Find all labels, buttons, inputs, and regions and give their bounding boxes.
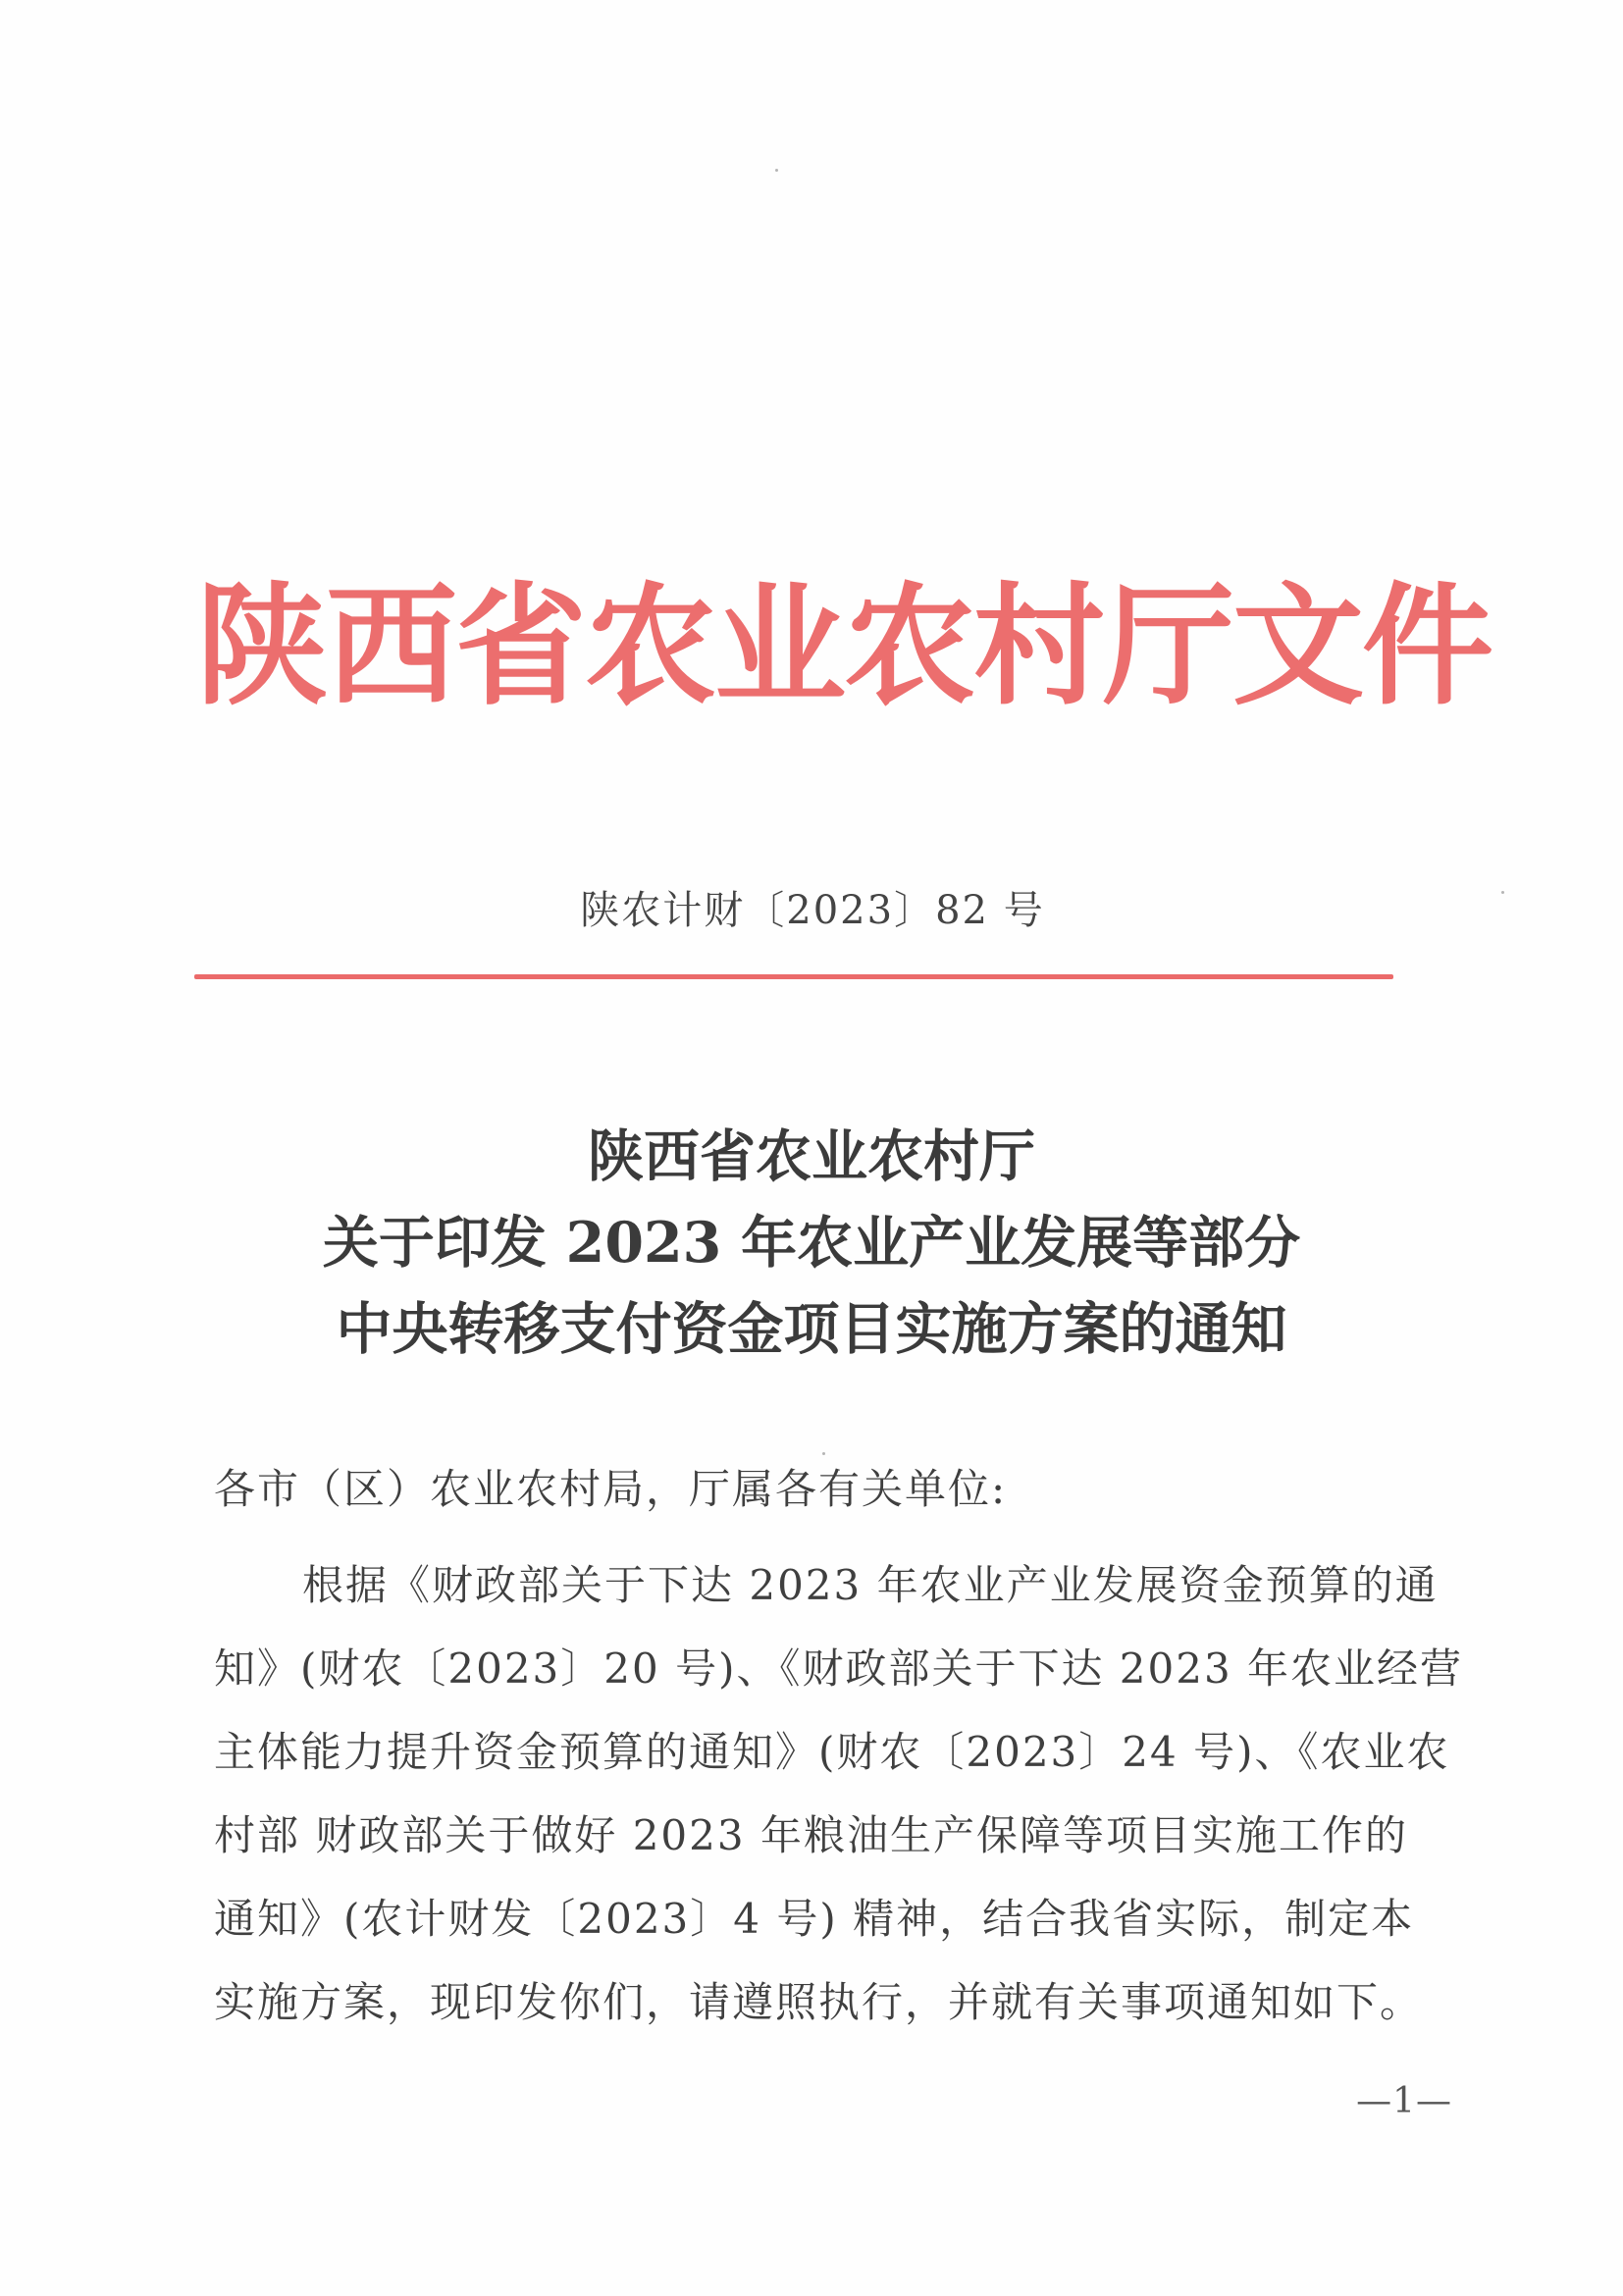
body-line-5: 通知》(农计财发〔2023〕4 号) 精神，结合我省实际，制定本 [214, 1895, 1415, 1943]
body-line-2: 知》(财农〔2023〕20 号)、《财政部关于下达 2023 年农业经营 [214, 1644, 1464, 1693]
red-separator-line [194, 974, 1393, 979]
title-line-3: 中央转移支付资金项目实施方案的通知 [336, 1296, 1287, 1362]
document-title [0, 1114, 1623, 1373]
masthead-title: 陕西省农业农村厅文件 [196, 568, 1492, 723]
document-number: 陕农计财〔2023〕82 号 [580, 888, 1045, 933]
body-line-6: 实施方案，现印发你们，请遵照执行，并就有关事项通知如下。 [214, 1978, 1424, 2026]
scan-speck [822, 1452, 825, 1455]
title-line-2: 关于印发 2023 年农业产业发展等部分 [322, 1210, 1301, 1276]
body-line-1: 根据《财政部关于下达 2023 年农业产业发展资金预算的通 [302, 1561, 1439, 1609]
salutation: 各市（区）农业农村局，厅属各有关单位: [214, 1465, 1008, 1513]
title-line-1: 陕西省农业农村厅 [588, 1123, 1035, 1189]
scan-speck [775, 169, 778, 172]
body-line-3: 主体能力提升资金预算的通知》(财农〔2023〕24 号)、《农业农 [214, 1728, 1450, 1776]
body-paragraph [214, 1543, 1464, 2044]
scan-speck [1501, 891, 1504, 894]
page-number: —1— [1356, 2081, 1452, 2121]
body-line-4: 村部 财政部关于做好 2023 年粮油生产保障等项目实施工作的 [214, 1811, 1408, 1859]
